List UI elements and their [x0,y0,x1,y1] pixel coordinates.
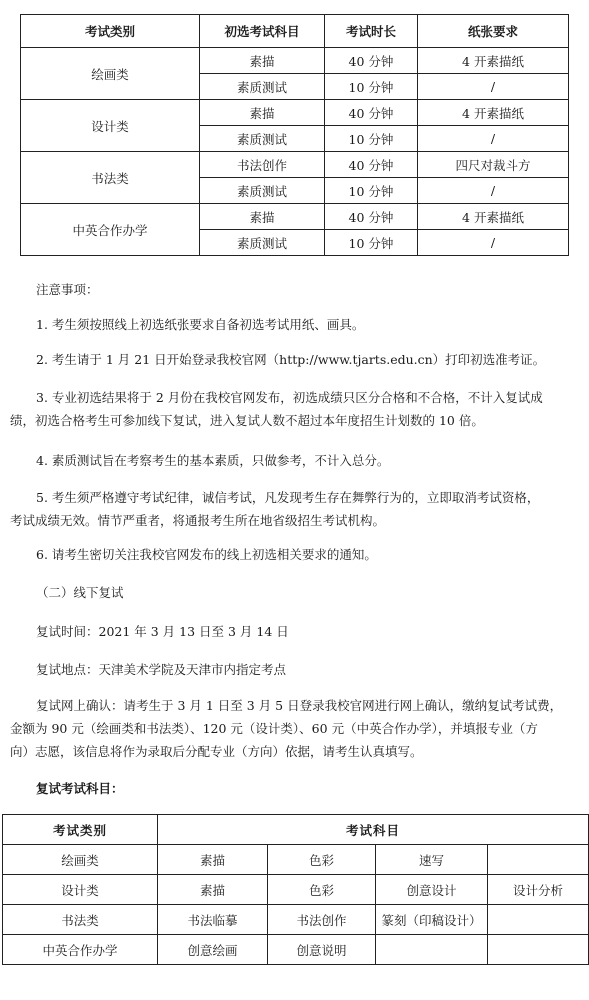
category-cell: 中英合作办学 [3,935,158,965]
subject-cell: 创意说明 [268,935,376,965]
subject-cell: 素描 [200,100,325,126]
duration-cell: 40 分钟 [325,204,418,230]
duration-cell: 40 分钟 [325,48,418,74]
category-cell: 中英合作办学 [21,204,200,256]
table-row [21,48,569,74]
subject-cell: 书法创作 [268,905,376,935]
subject-cell: 书法临摹 [158,905,268,935]
paper-cell: / [418,230,569,256]
note-item-1: 1. 考生须按照线上初选纸张要求自备初选考试用纸、画具。 [36,317,365,332]
subject-cell: 素质测试 [200,74,325,100]
subject-cell [488,905,589,935]
retest-table-header-row [3,815,589,845]
header-duration: 考试时长 [325,15,418,48]
subject-cell: 色彩 [268,875,376,905]
category-cell: 书法类 [21,152,200,204]
note-item-4: 4. 素质测试旨在考察考生的基本素质，只做参考，不计入总分。 [36,453,390,468]
duration-cell: 40 分钟 [325,100,418,126]
paper-cell: / [418,178,569,204]
retest-confirm-line-2: 金额为 90 元（绘画类和书法类）、120 元（设计类）、60 元（中英合作办学），并填报专业（方 [10,721,538,736]
paper-cell: 4 开素描纸 [418,100,569,126]
subject-cell: 素描 [158,845,268,875]
duration-cell: 40 分钟 [325,152,418,178]
subject-cell: 素质测试 [200,126,325,152]
paper-cell: 4 开素描纸 [418,204,569,230]
table-row [21,204,569,230]
table-row [3,845,589,875]
retest-subjects-table [2,814,589,965]
table-row [3,905,589,935]
table-row [3,935,589,965]
subject-cell: 色彩 [268,845,376,875]
duration-cell: 10 分钟 [325,126,418,152]
category-cell: 绘画类 [3,845,158,875]
header-category: 考试类别 [3,815,158,845]
subject-cell: 素质测试 [200,178,325,204]
retest-time: 复试时间：2021 年 3 月 13 日至 3 月 14 日 [36,624,289,639]
header-category: 考试类别 [21,15,200,48]
subject-cell: 创意绘画 [158,935,268,965]
prelim-exam-table [20,14,569,256]
note-item-6: 6. 请考生密切关注我校官网发布的线上初选相关要求的通知。 [36,547,377,562]
prelim-table-header-row [21,15,569,48]
duration-cell: 10 分钟 [325,74,418,100]
paper-cell: / [418,74,569,100]
subject-cell: 篆刻（印稿设计） [376,905,488,935]
subject-cell [488,845,589,875]
category-cell: 书法类 [3,905,158,935]
table-row [21,152,569,178]
subject-cell [376,935,488,965]
header-paper: 纸张要求 [418,15,569,48]
subject-cell: 创意设计 [376,875,488,905]
retest-place: 复试地点：天津美术学院及天津市内指定考点 [36,662,287,677]
paper-cell: / [418,126,569,152]
subject-cell: 素描 [200,48,325,74]
subject-cell: 素质测试 [200,230,325,256]
table-row [3,875,589,905]
subject-cell: 速写 [376,845,488,875]
notes-heading: 注意事项： [36,282,99,297]
paper-cell: 四尺对裁斗方 [418,152,569,178]
note-item-3-line-1: 3. 专业初选结果将于 2 月份在我校官网发布，初选成绩只区分合格和不合格，不计入复试成 [36,390,543,405]
header-subject: 初选考试科目 [200,15,325,48]
retest-subjects-heading: 复试考试科目： [36,781,124,796]
subject-cell: 书法创作 [200,152,325,178]
paper-cell: 4 开素描纸 [418,48,569,74]
category-cell: 绘画类 [21,48,200,100]
subject-cell [488,935,589,965]
note-item-3-line-2: 绩，初选合格考生可参加线下复试，进入复试人数不超过本年度招生计划数的 10 倍。 [10,413,484,428]
subject-cell: 素描 [158,875,268,905]
note-item-2: 2. 考生请于 1 月 21 日开始登录我校官网（http://www.tjarts.edu.cn）打印初选准考证。 [36,352,546,367]
subject-cell: 素描 [200,204,325,230]
note-item-5-line-1: 5. 考生须严格遵守考试纪律，诚信考试，凡发现考生存在舞弊行为的，立即取消考试资格， [36,490,540,505]
duration-cell: 10 分钟 [325,230,418,256]
retest-confirm-line-1: 复试网上确认：请考生于 3 月 1 日至 3 月 5 日登录我校官网进行网上确认，缴纳复试考试费， [36,698,563,713]
retest-section-title: （二）线下复试 [36,585,124,600]
category-cell: 设计类 [3,875,158,905]
header-subjects: 考试科目 [158,815,589,845]
duration-cell: 10 分钟 [325,178,418,204]
retest-confirm-line-3: 向）志愿，该信息将作为录取后分配专业（方向）依据，请考生认真填写。 [10,744,423,759]
note-item-5-line-2: 考试成绩无效。情节严重者，将通报考生所在地省级招生考试机构。 [10,513,386,528]
table-row [21,100,569,126]
category-cell: 设计类 [21,100,200,152]
subject-cell: 设计分析 [488,875,589,905]
